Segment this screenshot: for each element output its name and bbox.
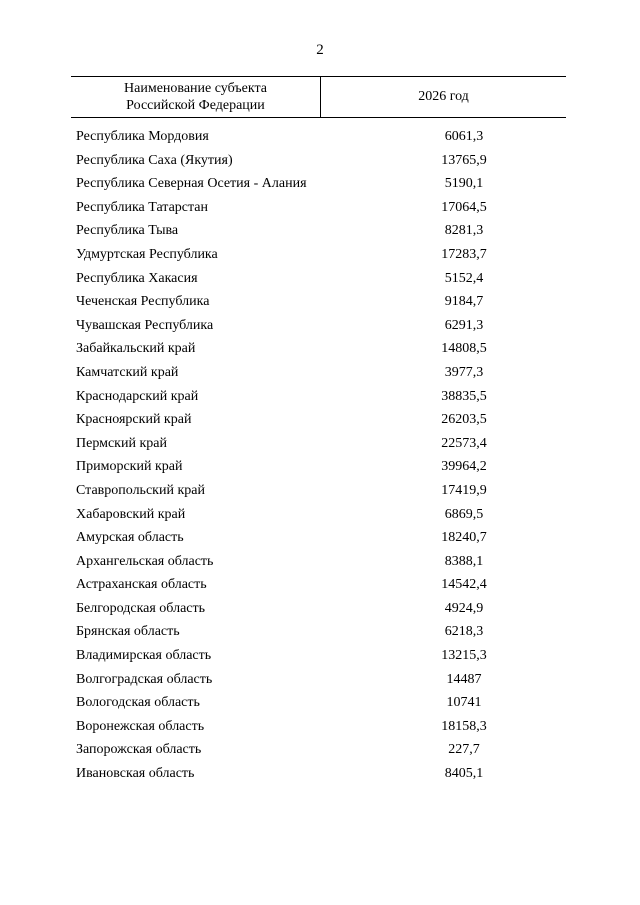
region-value: 4924,9 <box>444 600 484 616</box>
region-value: 17064,5 <box>441 199 487 215</box>
region-name: Республика Саха (Якутия) <box>76 152 233 168</box>
region-name: Астраханская область <box>76 577 207 593</box>
column-header-year: 2026 год <box>418 89 469 104</box>
region-name: Амурская область <box>76 530 184 546</box>
table-row <box>76 458 566 475</box>
region-name: Архангельская область <box>76 553 214 569</box>
region-value: 3977,3 <box>444 364 484 380</box>
table-row <box>76 128 566 145</box>
table-row <box>76 317 566 334</box>
region-name: Республика Татарстан <box>76 199 209 215</box>
region-value: 6218,3 <box>444 624 484 640</box>
region-value: 26203,5 <box>441 412 487 428</box>
region-name: Ивановская область <box>76 766 195 782</box>
table-row <box>76 718 566 735</box>
region-value: 6291,3 <box>444 317 484 333</box>
region-value: 8281,3 <box>444 223 484 239</box>
region-value: 6869,5 <box>444 506 484 522</box>
region-value: 22573,4 <box>441 435 487 451</box>
region-name: Республика Тыва <box>76 223 179 239</box>
table-row <box>76 576 566 593</box>
region-value: 5190,1 <box>444 176 484 192</box>
region-value: 17419,9 <box>441 482 487 498</box>
region-name: Ставропольский край <box>76 482 205 498</box>
region-name: Красноярский край <box>76 412 192 428</box>
region-value: 8388,1 <box>444 553 484 569</box>
table-row <box>76 600 566 617</box>
table-row <box>76 222 566 239</box>
region-value: 227,7 <box>448 742 480 758</box>
region-name: Республика Северная Осетия - Алания <box>76 176 307 192</box>
region-value: 39964,2 <box>441 459 487 475</box>
region-value: 13765,9 <box>441 152 487 168</box>
table-row <box>76 435 566 452</box>
region-value: 14808,5 <box>441 341 487 357</box>
region-name: Чеченская Республика <box>76 294 210 310</box>
column-header-region-line1: Наименование субъекта <box>124 81 267 96</box>
region-name: Вологодская область <box>76 695 200 711</box>
region-value: 18240,7 <box>441 530 487 546</box>
page-number: 2 <box>316 42 324 58</box>
region-name: Воронежская область <box>76 718 205 734</box>
table-header <box>71 76 566 118</box>
table-row <box>76 340 566 357</box>
region-value: 38835,5 <box>441 388 487 404</box>
table-row <box>76 671 566 688</box>
region-name: Камчатский край <box>76 364 179 380</box>
region-name: Хабаровский край <box>76 506 186 522</box>
table-row <box>76 482 566 499</box>
table-row <box>76 246 566 263</box>
table-row <box>76 623 566 640</box>
table-row <box>76 293 566 310</box>
table-row <box>76 152 566 169</box>
region-name: Владимирская область <box>76 648 212 664</box>
region-value: 8405,1 <box>444 766 484 782</box>
table-row <box>76 411 566 428</box>
table-row <box>76 553 566 570</box>
region-name: Забайкальский край <box>76 341 196 357</box>
region-name: Республика Хакасия <box>76 270 198 286</box>
region-name: Запорожская область <box>76 742 202 758</box>
region-value: 10741 <box>446 695 482 711</box>
region-name: Пермский край <box>76 435 167 451</box>
region-name: Волгоградская область <box>76 671 213 687</box>
table-row <box>76 199 566 216</box>
region-name: Приморский край <box>76 459 183 475</box>
region-name: Краснодарский край <box>76 388 199 404</box>
table-body <box>76 128 566 789</box>
region-name: Белгородская область <box>76 600 206 616</box>
table-row <box>76 175 566 192</box>
region-value: 5152,4 <box>444 270 484 286</box>
table-row <box>76 765 566 782</box>
region-value: 17283,7 <box>441 246 487 262</box>
region-value: 9184,7 <box>444 294 484 310</box>
column-header-region <box>71 77 321 117</box>
region-name: Брянская область <box>76 624 180 640</box>
region-name: Чувашская Республика <box>76 317 214 333</box>
region-value: 13215,3 <box>441 648 487 664</box>
table-row <box>76 270 566 287</box>
region-value: 14487 <box>446 671 482 687</box>
table-row <box>76 529 566 546</box>
column-header-region-line2: Российской Федерации <box>126 98 265 113</box>
region-name: Удмуртская Республика <box>76 246 218 262</box>
table-row <box>76 741 566 758</box>
table-row <box>76 694 566 711</box>
table-row <box>76 388 566 405</box>
region-value: 6061,3 <box>444 129 484 144</box>
region-value: 18158,3 <box>441 718 487 734</box>
table-row <box>76 364 566 381</box>
table-row <box>76 506 566 523</box>
region-name: Республика Мордовия <box>76 129 209 144</box>
table-row <box>76 647 566 664</box>
region-value: 14542,4 <box>441 577 487 593</box>
